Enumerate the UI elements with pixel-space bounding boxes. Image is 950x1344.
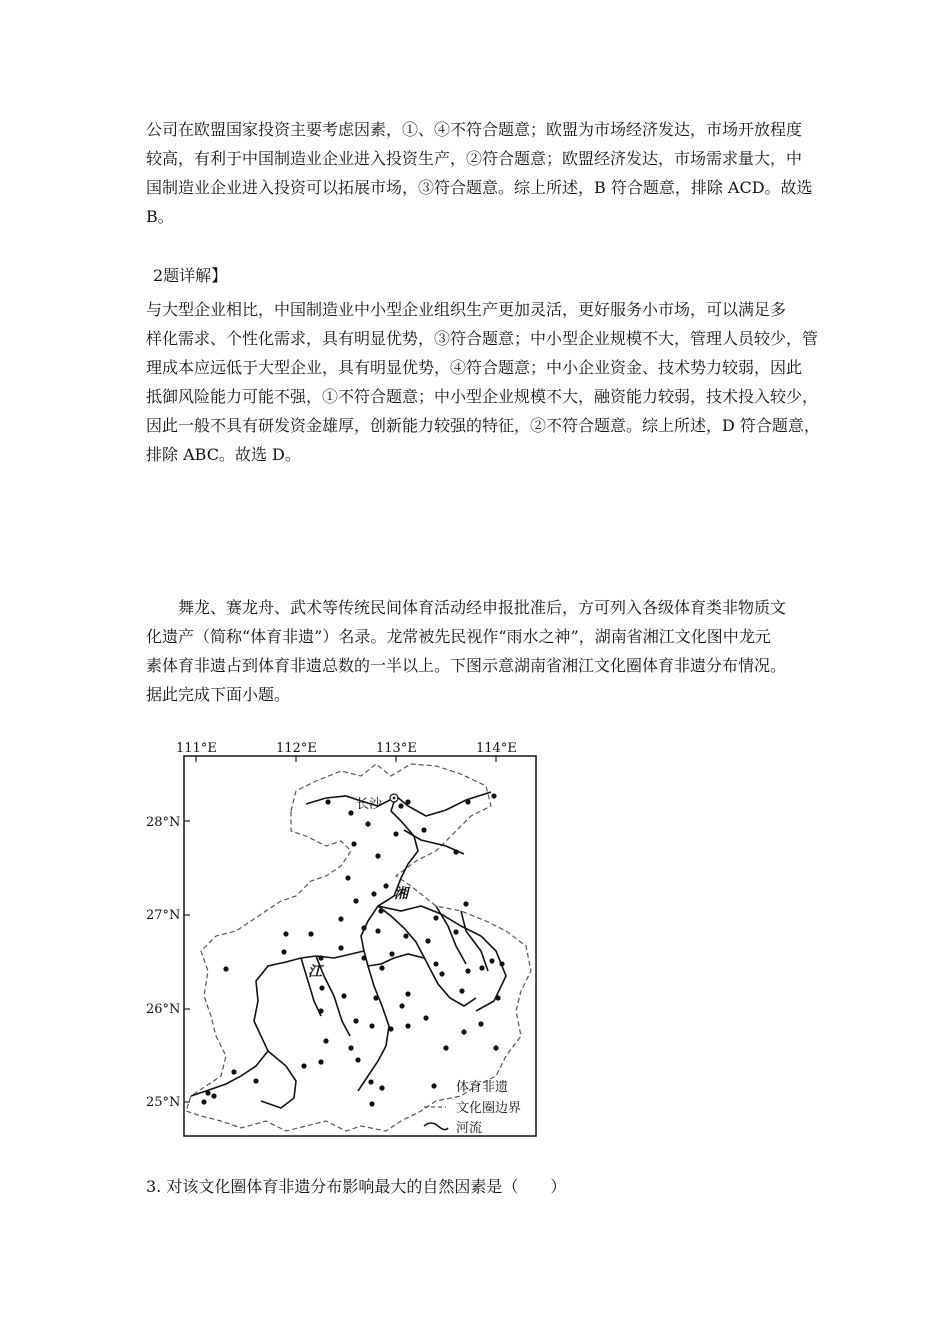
- heritage-dot: [375, 928, 380, 933]
- heritage-dot: [348, 1045, 353, 1050]
- heritage-dot: [323, 1038, 328, 1043]
- legend-heritage-dot: [431, 1083, 436, 1088]
- heritage-dot: [318, 1059, 323, 1064]
- legend-boundary-label: 文化圈边界: [456, 1101, 522, 1116]
- heritage-dot: [493, 1045, 498, 1050]
- legend-heritage-label: 体育非遗: [456, 1080, 509, 1095]
- heritage-dot: [479, 965, 484, 970]
- rivers: [191, 792, 509, 1108]
- text-line: 样化需求、个性化需求，具有明显优势，③符合题意；中小型企业规模不大，管理人员较少，管: [146, 329, 819, 348]
- changsha-label: 长沙: [356, 797, 383, 812]
- heritage-dot: [369, 1101, 374, 1106]
- heritage-dot: [389, 951, 394, 956]
- river-label-xiang: 湘: [394, 886, 408, 902]
- changsha-city-center: [393, 797, 396, 800]
- heritage-dot: [355, 1057, 360, 1062]
- heritage-dot: [405, 991, 410, 996]
- heritage-dot: [433, 915, 438, 920]
- question-3: 3. 对该文化圈体育非遗分布影响最大的自然因素是（ ）: [146, 1177, 567, 1196]
- lat-label-26: 26°N: [146, 1002, 181, 1017]
- text-line: 国制造业企业进入投资可以拓展市场，③符合题意。综上所述，B 符合题意，排除 ACD。故选: [146, 178, 813, 197]
- text-line: 较高，有利于中国制造业企业进入投资生产，②符合题意；欧盟经济发达，市场需求量大，中: [146, 149, 803, 168]
- legend-river-label: 河流: [456, 1121, 483, 1136]
- heritage-dot: [499, 961, 504, 966]
- heritage-dot: [201, 1099, 206, 1104]
- heritage-dot: [423, 1015, 428, 1020]
- map-legend: [424, 1079, 521, 1136]
- heritage-dot: [231, 1069, 236, 1074]
- lon-label-113: 113°E: [376, 741, 417, 756]
- heritage-dot: [368, 1079, 373, 1084]
- heritage-dot: [405, 1023, 410, 1028]
- heritage-dot: [433, 961, 438, 966]
- heritage-dot: [393, 831, 398, 836]
- text-line: 抵御风险能力可能不强，①不符合题意；中小型企业规模不大，融资能力较弱，技术投入较少，: [146, 387, 819, 406]
- heritage-dot: [371, 891, 376, 896]
- text-line: 因此一般不具有研发资金雄厚，创新能力较强的特征，②不符合题意。综上所述，D 符合题意，: [146, 416, 820, 435]
- heritage-dot: [425, 938, 430, 943]
- paragraph-answer-2: [146, 295, 818, 469]
- heritage-dot: [405, 799, 410, 804]
- lat-label-25: 25°N: [146, 1095, 181, 1110]
- lon-label-112: 112°E: [276, 741, 317, 756]
- heritage-dot: [491, 793, 496, 798]
- heritage-dot: [223, 966, 228, 971]
- section-heading-2: 2题详解】: [153, 266, 228, 285]
- heritage-dot: [211, 1093, 216, 1098]
- heritage-dot: [369, 1023, 374, 1028]
- heritage-dot: [338, 916, 343, 921]
- text-line: B。: [146, 207, 174, 226]
- lon-label-114: 114°E: [476, 741, 517, 756]
- heritage-dot: [421, 827, 426, 832]
- heritage-dot: [459, 988, 464, 993]
- heritage-dot: [398, 803, 403, 808]
- heritage-dot: [301, 1063, 306, 1068]
- heritage-dot: [443, 1045, 448, 1050]
- heritage-dot: [403, 933, 408, 938]
- heritage-dot: [388, 1026, 393, 1031]
- hunan-map-figure: [146, 736, 546, 1140]
- text-line: 素体育非遗占到体育非遗总数的一半以上。下图示意湖南省湘江文化圈体育非遗分布情况。: [146, 656, 787, 675]
- heritage-dot: [383, 883, 388, 888]
- heritage-dot: [253, 1078, 258, 1083]
- heritage-dot: [465, 968, 470, 973]
- river-label-jiang: 江: [308, 964, 322, 980]
- heritage-dot: [319, 985, 324, 990]
- heritage-dot: [338, 945, 343, 950]
- legend-river-line: [424, 1123, 448, 1130]
- heritage-dot: [308, 931, 313, 936]
- lon-label-111: 111°E: [176, 741, 217, 756]
- heritage-dot: [325, 799, 330, 804]
- heritage-dot: [489, 958, 494, 963]
- heritage-dot: [348, 810, 353, 815]
- heritage-dot: [378, 908, 383, 913]
- heritage-dot: [453, 849, 458, 854]
- heritage-dot: [373, 995, 378, 1000]
- text-line: 化遗产（简称“体育非遗”）名录。龙常被先民视作“雨水之神”，湖南省湘江文化图中龙元: [146, 627, 771, 646]
- text-line: 舞龙、赛龙舟、武术等传统民间体育活动经申报批准后，方可列入各级体育类非物质文: [146, 598, 787, 617]
- heritage-dot: [353, 1018, 358, 1023]
- text-line: 排除 ABC。故选 D。: [146, 445, 301, 464]
- heritage-dot: [283, 931, 288, 936]
- heritage-dot: [341, 993, 346, 998]
- heritage-dot: [399, 1003, 404, 1008]
- heritage-dot: [353, 898, 358, 903]
- heritage-dot: [495, 995, 500, 1000]
- text-line: 与大型企业相比，中国制造业中小型企业组织生产更加灵活，更好服务小市场，可以满足多: [146, 300, 787, 319]
- lat-label-27: 27°N: [146, 908, 181, 923]
- heritage-dot: [345, 875, 350, 880]
- heritage-dot: [318, 1008, 323, 1013]
- heritage-dot: [365, 821, 370, 826]
- lat-label-28: 28°N: [146, 815, 181, 830]
- heritage-dot: [351, 841, 356, 846]
- heritage-dot: [281, 949, 286, 954]
- text-line: 公司在欧盟国家投资主要考虑因素，①、④不符合题意；欧盟为市场经济发达，市场开放程度: [146, 120, 803, 139]
- heritage-dot: [453, 929, 458, 934]
- text-line: 理成本应远低于大型企业，具有明显优势，④符合题意；中小企业资金、技术势力较弱，因此: [146, 358, 803, 377]
- heritage-dot: [375, 853, 380, 858]
- heritage-dot: [463, 901, 468, 906]
- heritage-dot: [379, 965, 384, 970]
- heritage-dot: [205, 1090, 210, 1095]
- heritage-dot: [465, 799, 470, 804]
- heritage-dot: [439, 971, 444, 976]
- heritage-dot: [461, 1029, 466, 1034]
- text-line: 据此完成下面小题。: [146, 685, 291, 704]
- heritage-dot: [478, 1021, 483, 1026]
- paragraph-answer-1: [146, 115, 818, 231]
- paragraph-intro: [146, 593, 818, 709]
- heritage-dot: [318, 955, 323, 960]
- heritage-dot: [361, 955, 366, 960]
- heritage-dot: [361, 925, 366, 930]
- heritage-dot: [379, 1085, 384, 1090]
